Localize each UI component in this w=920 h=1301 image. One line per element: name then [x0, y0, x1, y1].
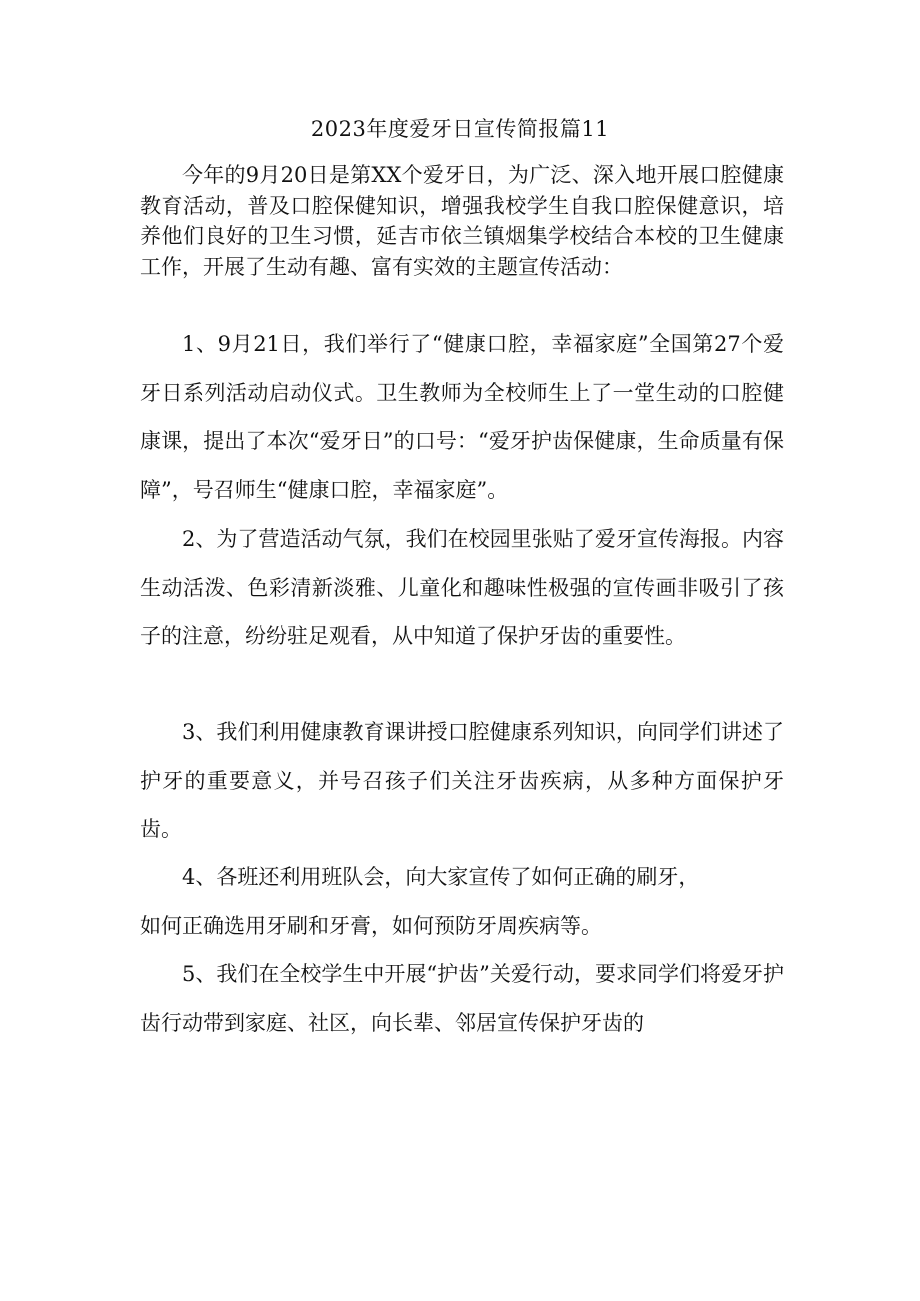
paragraph-4-line-2: 如何正确选用牙刷和牙膏，如何预防牙周疾病等。 [140, 913, 602, 938]
paragraph-3: 3、我们利用健康教育课讲授口腔健康系列知识，向同学们讲述了护牙的重要意义，并号召孩子们关注牙齿疾病，从多种方面保护牙齿。 [140, 720, 784, 841]
paragraph-4-line-1: 4、各班还利用班队会，向大家宣传了如何正确的刷牙， [182, 865, 700, 889]
paragraph-4 [140, 853, 784, 950]
intro-paragraph: 今年的9月20日是第XX个爱牙日，为广泛、深入地开展口腔健康教育活动，普及口腔保健知识，增强我校学生自我口腔保健意识，培养他们良好的卫生习惯，延吉市依兰镇烟集学校结合本校的卫生健康工作，开展了生动有趣、富有实效的主题宣传活动： [140, 163, 784, 279]
paragraph-5: 5、我们在全校学生中开展“护齿”关爱行动，要求同学们将爱牙护齿行动带到家庭、社区，向长辈、邻居宣传保护牙齿的 [140, 962, 784, 1035]
paragraph-1: 1、9月21日，我们举行了“健康口腔，幸福家庭”全国第27个爱牙日系列活动启动仪式。卫生教师为全校师生上了一堂生动的口腔健康课，提出了本次“爱牙日”的口号：“爱牙护齿保健康，生命质量有保障”，号召师生“健康口腔，幸福家庭”。 [140, 332, 784, 502]
paragraph-2: 2、为了营造活动气氛，我们在校园里张贴了爱牙宣传海报。内容生动活泼、色彩清新淡雅、儿童化和趣味性极强的宣传画非吸引了孩子的注意，纷纷驻足观看，从中知道了保护牙齿的重要性。 [140, 527, 784, 648]
document-title: 2023年度爱牙日宣传简报篇11 [310, 117, 610, 141]
